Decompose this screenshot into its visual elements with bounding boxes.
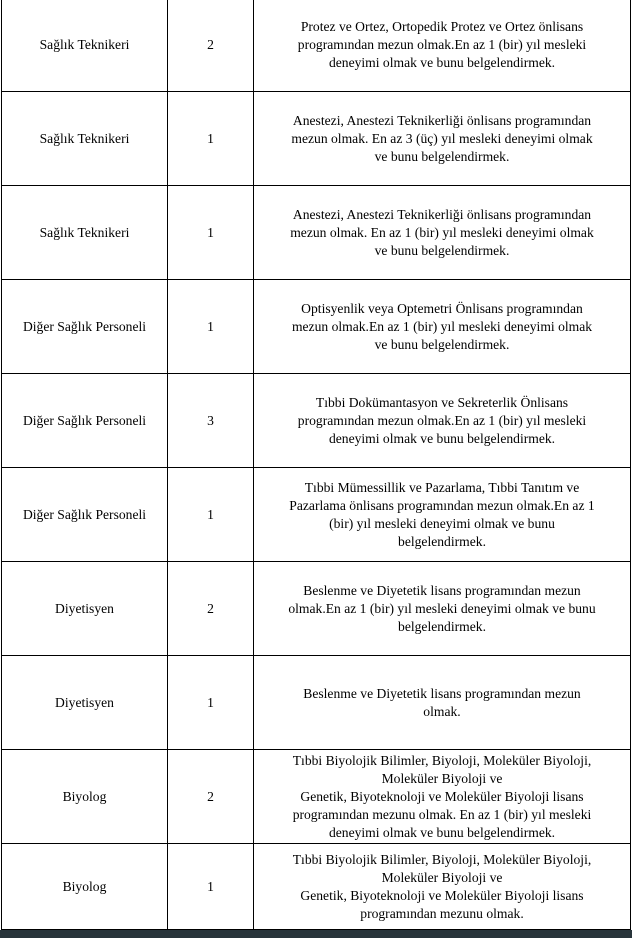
- table-row: [2, 280, 631, 374]
- position-title: Diğer Sağlık Personeli: [2, 374, 168, 468]
- position-count: 1: [168, 468, 254, 562]
- position-requirement: Anestezi, Anestezi Teknikerliği önlisans programından mezun olmak. En az 3 (üç) yıl mesleki deneyimi olmak ve bunu belgelendirmek.: [254, 92, 631, 186]
- table-row: [2, 656, 631, 750]
- position-title: Diyetisyen: [2, 656, 168, 750]
- position-requirement: Tıbbi Biyolojik Bilimler, Biyoloji, Moleküler Biyoloji, Moleküler Biyoloji ve Genetik, Biyoteknoloji ve Moleküler Biyoloji lisans programından mezunu olmak.: [254, 844, 631, 930]
- table-row: [2, 750, 631, 844]
- position-title: Biyolog: [2, 844, 168, 930]
- position-title: Sağlık Teknikeri: [2, 0, 168, 92]
- table-row: [2, 92, 631, 186]
- position-requirement: Anestezi, Anestezi Teknikerliği önlisans programından mezun olmak. En az 1 (bir) yıl mesleki deneyimi olmak ve bunu belgelendirmek.: [254, 186, 631, 280]
- position-requirement: Tıbbi Biyolojik Bilimler, Biyoloji, Moleküler Biyoloji, Moleküler Biyoloji ve Genetik, Biyoteknoloji ve Moleküler Biyoloji lisans programından mezunu olmak. En az 1 (bir) yıl mesleki deneyimi olmak ve bunu belgelendirmek.: [254, 750, 631, 844]
- position-requirement: Beslenme ve Diyetetik lisans programından mezun olmak.En az 1 (bir) yıl mesleki deneyimi olmak ve bunu belgelendirmek.: [254, 562, 631, 656]
- position-requirement: Protez ve Ortez, Ortopedik Protez ve Ortez önlisans programından mezun olmak.En az 1 (bir) yıl mesleki deneyimi olmak ve bunu belgelendirmek.: [254, 0, 631, 92]
- position-title: Diğer Sağlık Personeli: [2, 468, 168, 562]
- viewer-bottom-bar: [0, 930, 632, 938]
- position-count: 1: [168, 92, 254, 186]
- position-requirement: Tıbbi Dokümantasyon ve Sekreterlik Önlisans programından mezun olmak.En az 1 (bir) yıl mesleki deneyimi olmak ve bunu belgelendirmek.: [254, 374, 631, 468]
- position-title: Diyetisyen: [2, 562, 168, 656]
- table-row: [2, 0, 631, 92]
- position-requirement: Optisyenlik veya Optemetri Önlisans programından mezun olmak.En az 1 (bir) yıl mesleki deneyimi olmak ve bunu belgelendirmek.: [254, 280, 631, 374]
- table-row: [2, 468, 631, 562]
- position-count: 2: [168, 562, 254, 656]
- position-requirement: Beslenme ve Diyetetik lisans programından mezun olmak.: [254, 656, 631, 750]
- position-count: 2: [168, 750, 254, 844]
- position-title: Sağlık Teknikeri: [2, 186, 168, 280]
- position-count: 1: [168, 280, 254, 374]
- position-count: 1: [168, 186, 254, 280]
- position-count: 1: [168, 656, 254, 750]
- table-row: [2, 186, 631, 280]
- staff-requirements-table: [1, 0, 631, 930]
- position-requirement: Tıbbi Mümessillik ve Pazarlama, Tıbbi Tanıtım ve Pazarlama önlisans programından mezun olmak.En az 1 (bir) yıl mesleki deneyimi olmak ve bunu belgelendirmek.: [254, 468, 631, 562]
- position-title: Sağlık Teknikeri: [2, 92, 168, 186]
- table-row: [2, 562, 631, 656]
- position-count: 2: [168, 0, 254, 92]
- position-count: 3: [168, 374, 254, 468]
- table-row: [2, 844, 631, 930]
- position-title: Diğer Sağlık Personeli: [2, 280, 168, 374]
- table-row: [2, 374, 631, 468]
- position-title: Biyolog: [2, 750, 168, 844]
- position-count: 1: [168, 844, 254, 930]
